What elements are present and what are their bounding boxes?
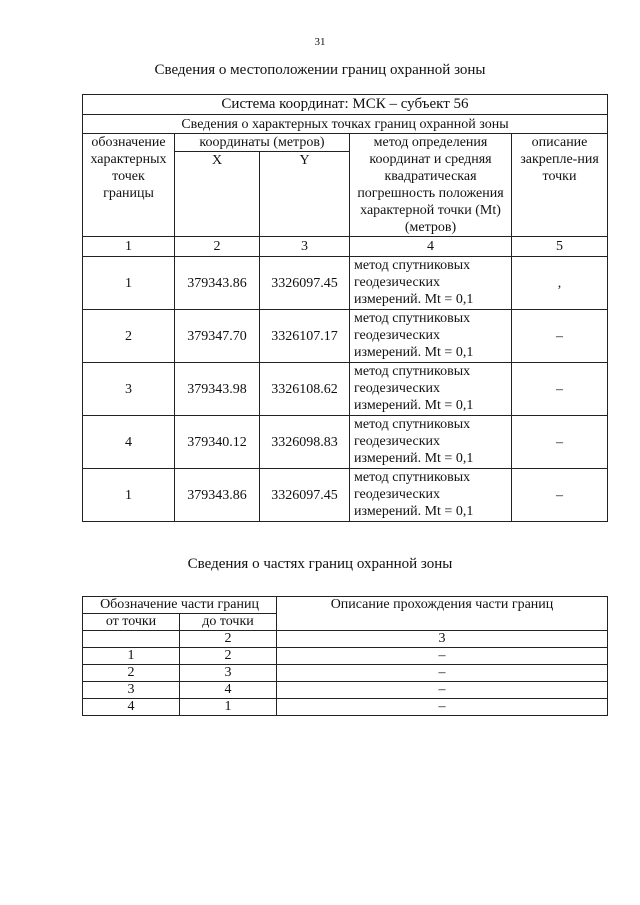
point-number: 1: [83, 257, 175, 310]
header-part: Обозначение части границ: [83, 597, 277, 614]
header-method: метод определения координат и средняя квадратическая погрешность положения характерной точки (Mt) (метров): [350, 134, 512, 237]
part-description: –: [277, 648, 608, 665]
table-row: [83, 682, 608, 699]
column-index: 5: [512, 237, 608, 257]
point-number: 3: [83, 363, 175, 416]
from-point: 2: [83, 665, 180, 682]
coord-y: 3326108.62: [260, 363, 350, 416]
coord-x: 379347.70: [175, 310, 260, 363]
description-cell: ,: [512, 257, 608, 310]
column-index: 3: [277, 631, 608, 648]
coord-x: 379340.12: [175, 416, 260, 469]
column-index: 2: [180, 631, 277, 648]
boundary-parts-table: [82, 596, 608, 716]
method-cell: метод спутниковых геодезических измерений. Mt = 0,1: [350, 416, 512, 469]
header-from-point: от точки: [83, 614, 180, 631]
to-point: 3: [180, 665, 277, 682]
description-cell: –: [512, 310, 608, 363]
section-title-location: Сведения о местоположении границ охранной зоны: [154, 62, 486, 78]
method-cell: метод спутниковых геодезических измерений. Mt = 0,1: [350, 469, 512, 522]
coordinate-system-cell: Система координат: МСК – субъект 56: [83, 95, 608, 115]
coord-y: 3326097.45: [260, 257, 350, 310]
to-point: 1: [180, 699, 277, 716]
part-description: –: [277, 682, 608, 699]
coord-y: 3326107.17: [260, 310, 350, 363]
method-cell: метод спутниковых геодезических измерений. Mt = 0,1: [350, 257, 512, 310]
header-x: X: [175, 152, 260, 237]
coord-x: 379343.86: [175, 257, 260, 310]
point-number: 4: [83, 416, 175, 469]
header-part-description: Описание прохождения части границ: [277, 597, 608, 631]
page-number: 31: [314, 36, 326, 48]
column-index: 2: [175, 237, 260, 257]
coord-x: 379343.86: [175, 469, 260, 522]
table-row: [83, 469, 608, 522]
table-row: [83, 665, 608, 682]
point-number: 2: [83, 310, 175, 363]
table-row: [83, 699, 608, 716]
method-cell: метод спутниковых геодезических измерений. Mt = 0,1: [350, 310, 512, 363]
point-number: 1: [83, 469, 175, 522]
table-row: [83, 257, 608, 310]
part-description: –: [277, 665, 608, 682]
boundary-points-table: [82, 94, 608, 522]
description-cell: –: [512, 416, 608, 469]
column-index: 3: [260, 237, 350, 257]
from-point: 4: [83, 699, 180, 716]
column-index: 1: [83, 237, 175, 257]
method-cell: метод спутниковых геодезических измерений. Mt = 0,1: [350, 363, 512, 416]
description-cell: –: [512, 363, 608, 416]
from-point: 3: [83, 682, 180, 699]
to-point: 4: [180, 682, 277, 699]
table-row: [83, 648, 608, 665]
part-description: –: [277, 699, 608, 716]
table-row: [83, 310, 608, 363]
coord-y: 3326098.83: [260, 416, 350, 469]
description-cell: –: [512, 469, 608, 522]
from-point: 1: [83, 648, 180, 665]
header-to-point: до точки: [180, 614, 277, 631]
to-point: 2: [180, 648, 277, 665]
section-title-parts: Сведения о частях границ охранной зоны: [187, 556, 453, 572]
table-row: [83, 416, 608, 469]
coord-x: 379343.98: [175, 363, 260, 416]
column-index: 4: [350, 237, 512, 257]
header-description: описание закрепле-ния точки: [512, 134, 608, 237]
header-coordinates: координаты (метров): [175, 134, 350, 152]
header-y: Y: [260, 152, 350, 237]
column-index: [83, 631, 180, 648]
points-info-cell: Сведения о характерных точках границ охранной зоны: [83, 115, 608, 134]
coord-y: 3326097.45: [260, 469, 350, 522]
table-row: [83, 363, 608, 416]
header-designation: обозначение характерных точек границы: [83, 134, 175, 237]
